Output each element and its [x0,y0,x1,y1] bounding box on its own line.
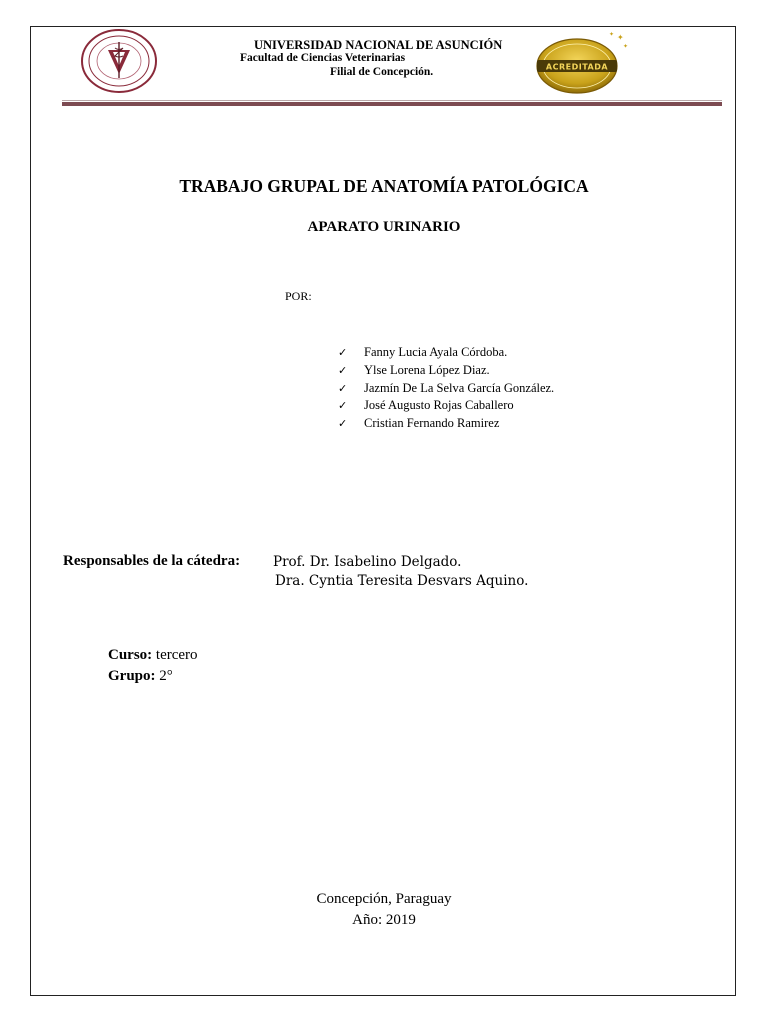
header-rule-thick [62,102,722,106]
branch-name: Filial de Concepción. [330,66,434,78]
author-name: Fanny Lucia Ayala Córdoba. [364,345,508,359]
author-name: Cristian Fernando Ramirez [364,416,500,431]
curso-value: tercero [155,647,198,663]
author-name: José Augusto Rojas Caballero [364,398,514,413]
svg-text:✦: ✦ [617,33,624,42]
list-item [338,415,554,433]
checkmark-icon: ✓ [338,363,348,377]
accreditation-seal-logo [533,28,631,96]
list-item [338,380,554,398]
responsable-name: Prof. Dr. Isabelino Delgado. [273,554,462,570]
authors-label: POR: [285,289,312,303]
grupo-line [108,668,173,685]
author-name: Jazmín De La Selva García González. [364,380,555,395]
curso-label: Curso: [108,647,153,663]
author-list [338,344,554,433]
checkmark-icon: ✓ [338,399,348,413]
curso-line [108,647,198,664]
document-subtitle: APARATO URINARIO [307,219,461,235]
responsable-name: Dra. Cyntia Teresita Desvars Aquino. [275,573,529,589]
list-item [338,397,554,415]
grupo-label: Grupo: [108,668,156,684]
grupo-value: 2° [159,668,173,684]
footer-year: Año: 2019 [352,912,416,928]
document-title: TRABAJO GRUPAL DE ANATOMÍA PATOLÓGICA [179,176,589,196]
university-seal-logo [80,28,158,94]
accreditation-seal-text: ACREDITADA [545,62,609,72]
header-rule-thin [62,100,722,101]
responsables-label: Responsables de la cátedra: [63,553,241,569]
checkmark-icon: ✓ [338,381,348,395]
checkmark-icon: ✓ [338,417,348,431]
checkmark-icon: ✓ [338,346,348,359]
page-border [30,26,736,996]
svg-text:✦: ✦ [623,43,629,50]
list-item [338,344,554,362]
university-name: UNIVERSIDAD NACIONAL DE ASUNCIÓN [254,38,503,52]
faculty-name: Facultad de Ciencias Veterinarias [240,52,406,64]
footer-place: Concepción, Paraguay [316,891,452,907]
svg-text:✦: ✦ [609,31,615,38]
list-item [338,362,554,380]
author-name: Ylse Lorena López Diaz. [364,362,490,377]
